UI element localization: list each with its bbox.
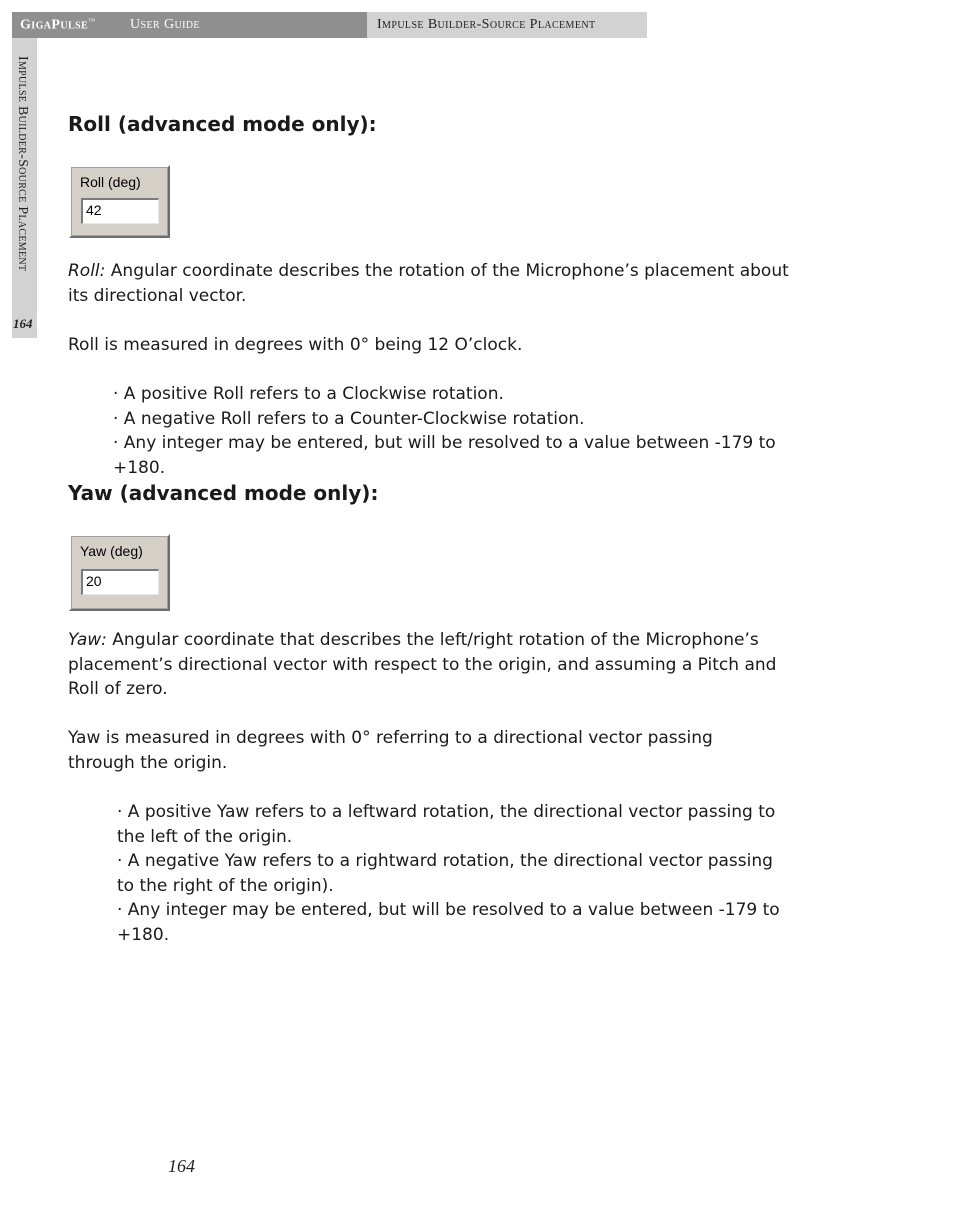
- roll-heading: Roll (advanced mode only):: [68, 112, 377, 136]
- header-bar-right: [367, 12, 647, 38]
- header-section-title: Impulse Builder-Source Placement: [377, 17, 596, 32]
- list-item: · A negative Yaw refers to a rightward rotation, the directional vector passing to the right of the origin).: [117, 851, 773, 896]
- yaw-heading: Yaw (advanced mode only):: [68, 481, 379, 505]
- list-item: · A negative Roll refers to a Counter-Clockwise rotation.: [113, 408, 585, 429]
- yaw-measure-text: Yaw is measured in degrees with 0° referring to a directional vector passing through the origin.: [68, 728, 713, 773]
- list-item: · A positive Roll refers to a Clockwise rotation.: [113, 384, 504, 404]
- side-tab-page-number: 164: [13, 316, 33, 331]
- side-tab-section-title: Impulse Builder-Source Placement: [15, 56, 30, 272]
- footer-page-number: 164: [168, 1156, 195, 1176]
- yaw-widget-label: Yaw (deg): [80, 543, 143, 559]
- yaw-widget: [69, 534, 170, 611]
- yaw-input[interactable]: 20: [81, 569, 159, 595]
- list-item: · A positive Yaw refers to a leftward rotation, the directional vector passing to the left of the origin.: [117, 802, 776, 847]
- guide-title: User Guide: [130, 17, 200, 32]
- roll-term: Roll:: [68, 261, 106, 281]
- header-bar-left: [12, 12, 367, 38]
- brand-name: GigaPulse™: [20, 17, 96, 33]
- roll-widget: [69, 165, 170, 238]
- yaw-term: Yaw:: [68, 630, 107, 650]
- roll-definition: Roll: Angular coordinate describes the rotation of the Microphone’s placement about its directional vector.: [68, 261, 789, 306]
- list-item: · Any integer may be entered, but will be resolved to a value between -179 to +180.: [117, 900, 780, 945]
- list-item: · Any integer may be entered, but will be resolved to a value between -179 to +180.: [113, 433, 776, 478]
- roll-input[interactable]: 42: [81, 198, 159, 224]
- roll-bullet-list: [113, 382, 813, 480]
- roll-widget-label: Roll (deg): [80, 174, 141, 190]
- yaw-definition: Yaw: Angular coordinate that describes the left/right rotation of the Microphone’s placement’s directional vector with respect to the origin, and assuming a Pitch and Roll of zero.: [68, 630, 777, 699]
- yaw-bullet-list: [117, 800, 792, 947]
- roll-measure-text: Roll is measured in degrees with 0° being 12 O’clock.: [68, 335, 523, 355]
